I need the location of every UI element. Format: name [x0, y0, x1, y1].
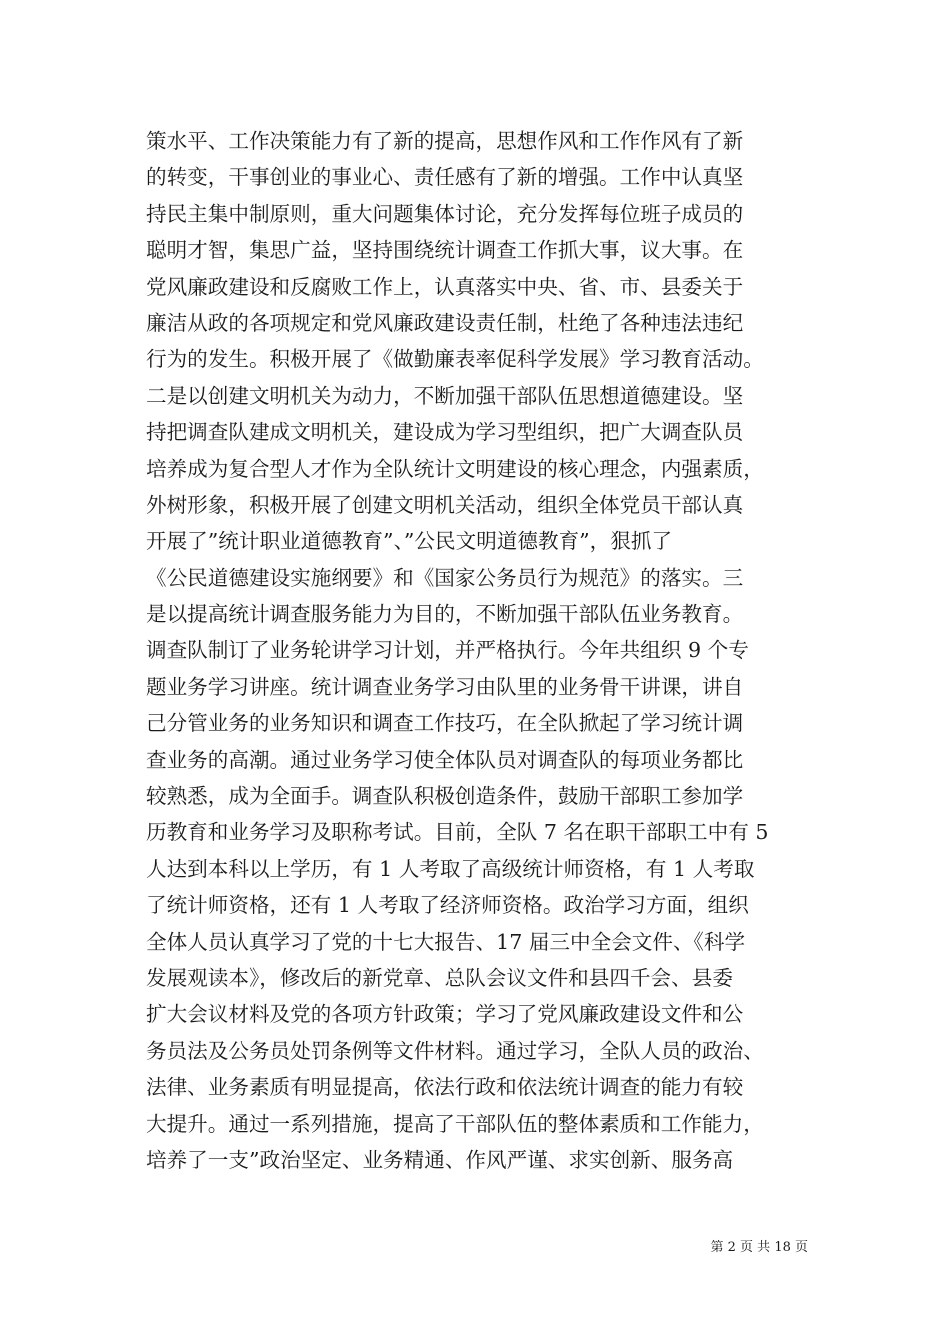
text-line: 的转变，干事创业的事业心、责任感有了新的增强。工作中认真坚 [146, 165, 744, 190]
text-line: 务员法及公务员处罚条例等文件材料。通过学习，全队人员的政治、 [146, 1038, 764, 1063]
text-line: 策水平、工作决策能力有了新的提高，思想作风和工作作风有了新 [146, 129, 744, 153]
text-line: 法律、业务素质有明显提高，依法行政和依法统计调查的能力有较 [146, 1075, 744, 1100]
text-line: 大提升。通过一系列措施，提高了干部队伍的整体素质和工作能力， [146, 1111, 764, 1136]
text-line: 人达到本科以上学历，有 1 人考取了高级统计师资格，有 1 人考取 [146, 856, 755, 881]
text-line: 二是以创建文明机关为动力，不断加强干部队伍思想道德建设。坚 [146, 383, 744, 408]
text-line: 外树形象，积极开展了创建文明机关活动，组织全体党员干部认真 [146, 492, 744, 517]
text-line: 培养成为复合型人才作为全队统计文明建设的核心理念，内强素质， [146, 456, 764, 481]
text-line: 发展观读本》，修改后的新党章、总队会议文件和县四千会、县委 [146, 965, 733, 990]
text-line: 持民主集中制原则，重大问题集体讨论，充分发挥每位班子成员的 [146, 201, 744, 226]
page-number-footer: 第 2 页 共 18 页 [710, 1240, 808, 1255]
text-line: 持把调查队建成文明机关，建设成为学习型组织，把广大调查队员 [146, 420, 744, 445]
text-line: 《公民道德建设实施纲要》和《国家公务员行为规范》的落实。三 [146, 565, 744, 590]
text-line: 是以提高统计调查服务能力为目的，不断加强干部队伍业务教育。 [146, 602, 744, 627]
text-line: 题业务学习讲座。统计调查业务学习由队里的业务骨干讲课，讲自 [146, 674, 744, 699]
text-line: 了统计师资格，还有 1 人考取了经济师资格。政治学习方面，组织 [146, 893, 749, 918]
text-line: 行为的发生。积极开展了《做勤廉表率促科学发展》学习教育活动。 [146, 347, 764, 372]
text-line: 培养了一支”政治坚定、业务精通、作风严谨、求实创新、服务高 [146, 1147, 734, 1172]
text-line: 调查队制订了业务轮讲学习计划，并严格执行。今年共组织 9 个专 [146, 638, 749, 663]
text-line: 党风廉政建设和反腐败工作上，认真落实中央、省、市、县委关于 [146, 274, 744, 299]
text-line: 己分管业务的业务知识和调查工作技巧，在全队掀起了学习统计调 [146, 711, 744, 736]
text-line: 聪明才智，集思广益，坚持围绕统计调查工作抓大事，议大事。在 [146, 238, 744, 263]
text-line: 查业务的高潮。通过业务学习使全体队员对调查队的每项业务都比 [146, 747, 744, 772]
text-line: 较熟悉，成为全面手。调查队积极创造条件，鼓励干部职工参加学 [146, 784, 744, 809]
text-line: 扩大会议材料及党的各项方针政策；学习了党风廉政建设文件和公 [146, 1002, 744, 1027]
text-line: 历教育和业务学习及职称考试。目前，全队 7 名在职干部职工中有 5 [146, 820, 769, 845]
text-line: 全体人员认真学习了党的十七大报告、17 届三中全会文件、《科学 [146, 929, 746, 954]
body-text [146, 123, 808, 1178]
text-line: 开展了”统计职业道德教育”、”公民文明道德教育”，狠抓了 [146, 529, 673, 554]
text-line: 廉洁从政的各项规定和党风廉政建设责任制，杜绝了各种违法违纪 [146, 310, 744, 335]
